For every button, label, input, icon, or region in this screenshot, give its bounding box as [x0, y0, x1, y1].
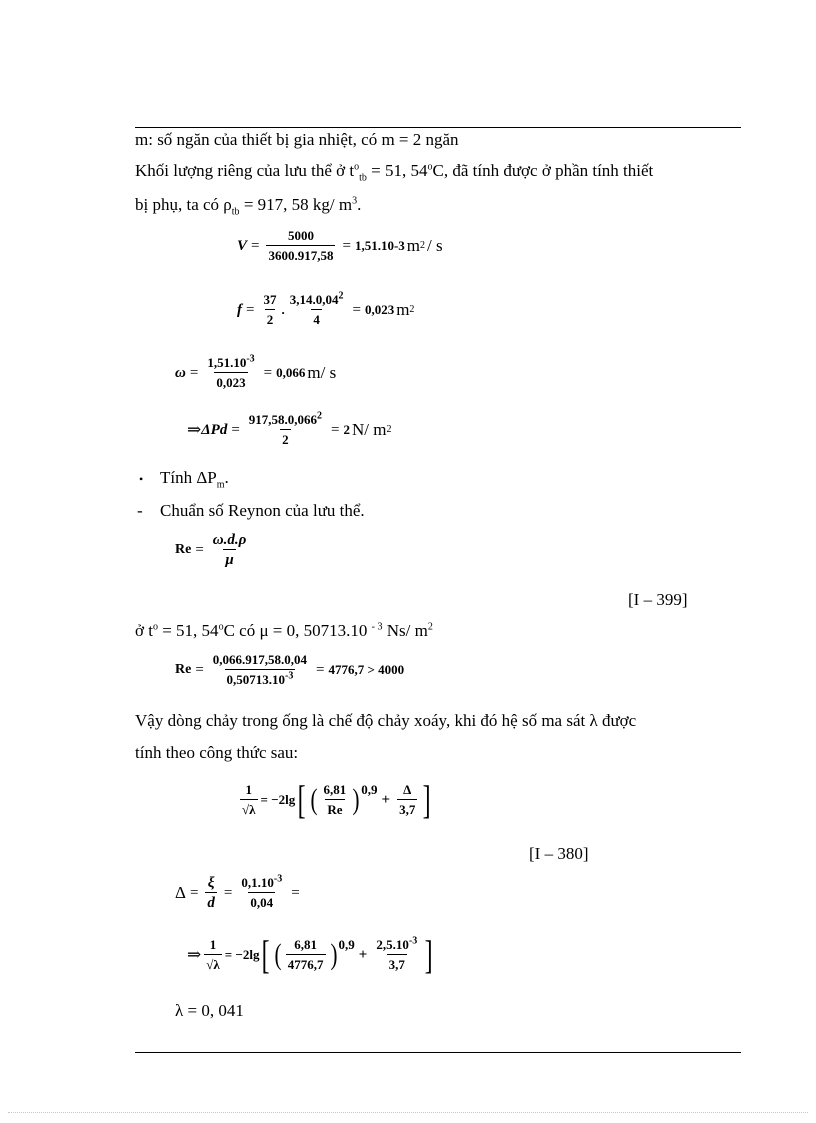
page-edge-dotted: [8, 1112, 808, 1113]
header-rule: [135, 127, 741, 128]
equation-f: f = $\frac{37}{2}$ . $\frac{3,14.0,04^2}{4}$ = 0,023 m 2: [237, 290, 415, 327]
bullet-icon: •: [139, 472, 144, 486]
equation-delta-pd: ⇒ ΔP d = $\frac{917,58.0,066^2}{2}$ = 2 N/ m 2: [187, 410, 392, 447]
equation-re-value: Re = $\frac{0,066.917,58.0,04}{0,50713.10^{-3}}$ = 4776,7 > 4000: [175, 652, 405, 687]
equation-lambda-general: $\frac{1}{√\lambda}$ = −2lg [ ( $\frac{6,81}{Re}$ ) $^{0,9}$ + $\frac{\Delta}{3,7}$ ]: [242, 777, 432, 822]
equation-re-formula: Re = $\frac{\omega.d.\rho}{\mu}$: [175, 532, 247, 568]
footer-rule: [135, 1052, 741, 1053]
text-line-6: ở $t^o = 51$, 54$^o$C có μ = 0, 50713.10 $^{- 3}$ Ns/ $m^2$: [135, 621, 433, 640]
text-line-3: bị phụ, ta có $\rho_{tb} = 917$, 58 kg/ $m^3$.: [135, 195, 362, 218]
text-line-5: Chuẩn số Reynon của lưu thể.: [160, 501, 365, 520]
text-line-7: Vậy dòng chảy trong ống là chế độ chảy xoáy, khi đó hệ số ma sát λ được: [135, 711, 637, 730]
reference-1: [I – 399]: [628, 590, 688, 609]
text-line-8: tính theo công thức sau:: [135, 743, 299, 762]
dash-marker: -: [137, 501, 143, 520]
text-line-1: m: số ngăn của thiết bị gia nhiệt, có m = 2 ngăn: [135, 130, 459, 149]
reference-2: [I – 380]: [529, 844, 589, 863]
text-line-2: Khối lượng riêng của lưu thể ở $t^o_{tb} = 51$, 54$^o$C, đã tính được ở phần tính thiết: [135, 161, 654, 184]
equation-v: V = $\frac{5000}{3600.917,58}$ = 1,51.10 -3 m 2 / s: [237, 228, 443, 263]
equation-lambda-computed: ⇒ $\frac{1}{√\lambda}$ = −2lg [ ( $\frac{6,81}{4776,7}$ ) $^{0,9}$ + $\frac{2,5.10^{-3}}{3,7}$ ]: [187, 932, 433, 977]
equation-omega: ω = $\frac{1,51.10^{-3}}{0,023}$ = 0,066 m/ s: [175, 353, 337, 390]
text-line-4: Tính $\Delta P_m$.: [160, 468, 229, 491]
equation-delta: Δ = $\frac{\xi}{d}$ = $\frac{0,1.10^{-3}}{0,04}$ =: [175, 873, 300, 911]
text-line-9: λ = 0, 041: [175, 1001, 244, 1020]
